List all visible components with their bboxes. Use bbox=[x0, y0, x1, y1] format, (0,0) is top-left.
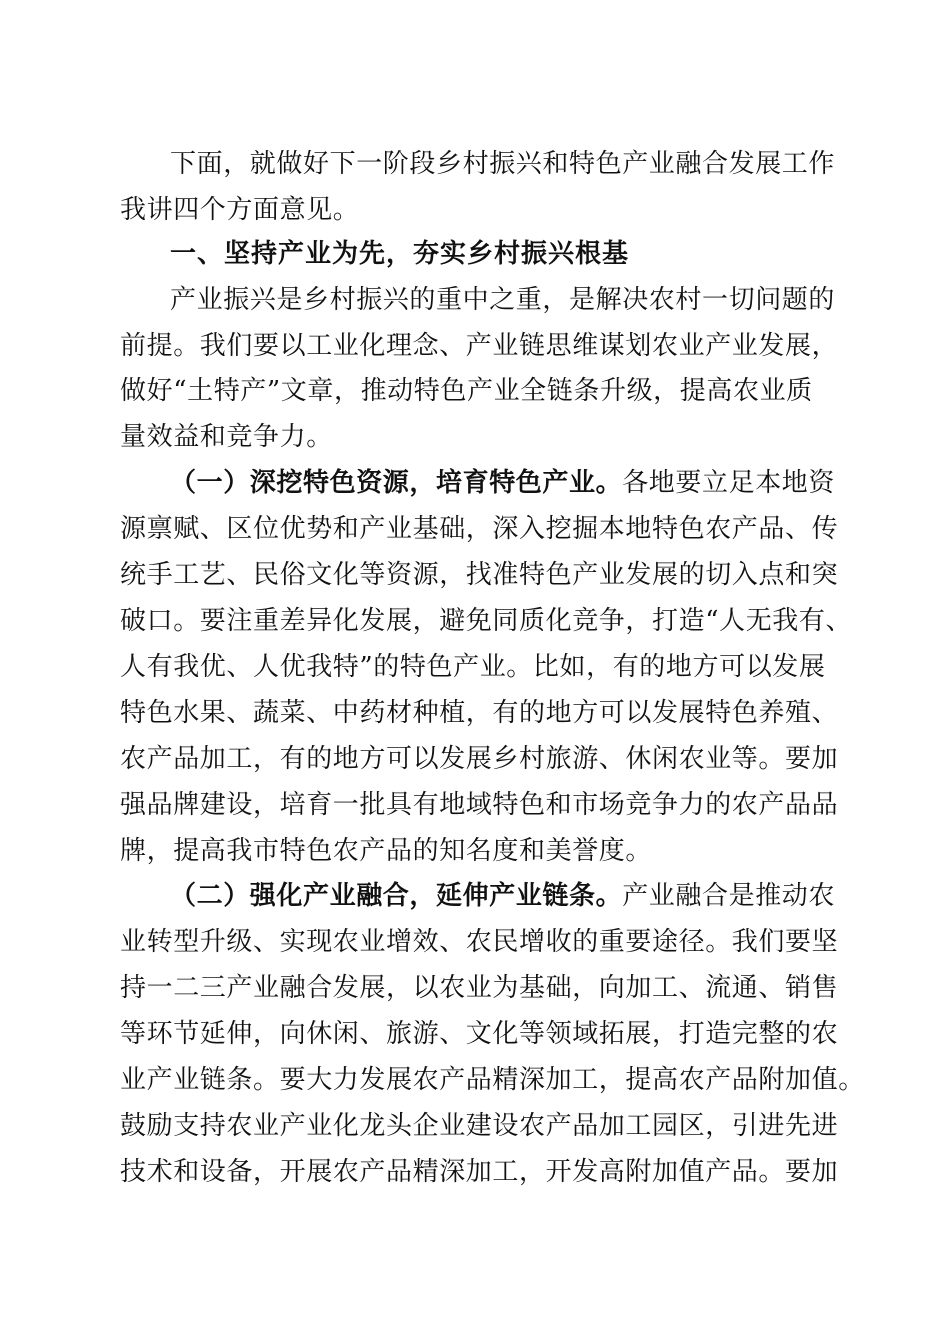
sub2-first-line bbox=[170, 880, 835, 912]
sub2-line-7: 技术和设备，开展农产品精深加工，开发高附加值产品。要加 bbox=[120, 1157, 839, 1187]
section1-para-line-4: 量效益和竞争力。 bbox=[120, 422, 333, 452]
sub1-line-2: 源禀赋、区位优势和产业基础，深入挖掘本地特色农产品、传 bbox=[120, 514, 839, 544]
sub1-line-4: 破口。要注重差异化发展，避免同质化竞争，打造“人无我有、 bbox=[120, 606, 853, 636]
sub1-line-9: 牌，提高我市特色农产品的知名度和美誉度。 bbox=[120, 836, 653, 866]
section1-para-line-2: 前提。我们要以工业化理念、产业链思维谋划农业产业发展， bbox=[120, 331, 839, 361]
sub1-line-8: 强品牌建设，培育一批具有地域特色和市场竞争力的农产品品 bbox=[120, 790, 839, 820]
sub2-line-3: 持一二三产业融合发展，以农业为基础，向加工、流通、销售 bbox=[120, 973, 839, 1003]
section1-para-line-1: 产业振兴是乡村振兴的重中之重，是解决农村一切问题的 bbox=[170, 285, 836, 315]
sub2-line-2: 业转型升级、实现农业增效、农民增收的重要途径。我们要坚 bbox=[120, 927, 839, 957]
section-heading-1: 一、坚持产业为先，夯实乡村振兴根基 bbox=[170, 239, 630, 269]
sub1-line-6: 特色水果、蔬菜、中药材种植，有的地方可以发展特色养殖、 bbox=[120, 698, 839, 728]
sub2-line-5: 业产业链条。要大力发展农产品精深加工，提高农产品附加值。 bbox=[120, 1065, 865, 1095]
sub1-line-5: 人有我优、人优我特”的特色产业。比如，有的地方可以发展 bbox=[120, 652, 826, 682]
intro-line-2: 我讲四个方面意见。 bbox=[120, 195, 360, 225]
sub1-lead: （一）深挖特色资源，培育特色产业。 bbox=[170, 468, 623, 498]
sub1-line-7: 农产品加工，有的地方可以发展乡村旅游、休闲农业等。要加 bbox=[120, 744, 839, 774]
sub1-first-line bbox=[170, 467, 835, 499]
intro-line-1: 下面，就做好下一阶段乡村振兴和特色产业融合发展工作 bbox=[170, 149, 836, 179]
section1-para-line-3: 做好“土特产”文章，推动特色产业全链条升级，提高农业质 bbox=[120, 376, 813, 406]
sub1-line-3: 统手工艺、民俗文化等资源，找准特色产业发展的切入点和突 bbox=[120, 560, 839, 590]
sub2-line-4: 等环节延伸，向休闲、旅游、文化等领域拓展，打造完整的农 bbox=[120, 1019, 839, 1049]
sub2-lead: （二）强化产业融合，延伸产业链条。 bbox=[170, 881, 623, 911]
sub1-first-rest: 各地要立足本地资 bbox=[622, 468, 836, 498]
sub2-line-6: 鼓励支持农业产业化龙头企业建设农产品加工园区，引进先进 bbox=[120, 1111, 839, 1141]
sub2-first-rest: 产业融合是推动农 bbox=[622, 881, 836, 911]
